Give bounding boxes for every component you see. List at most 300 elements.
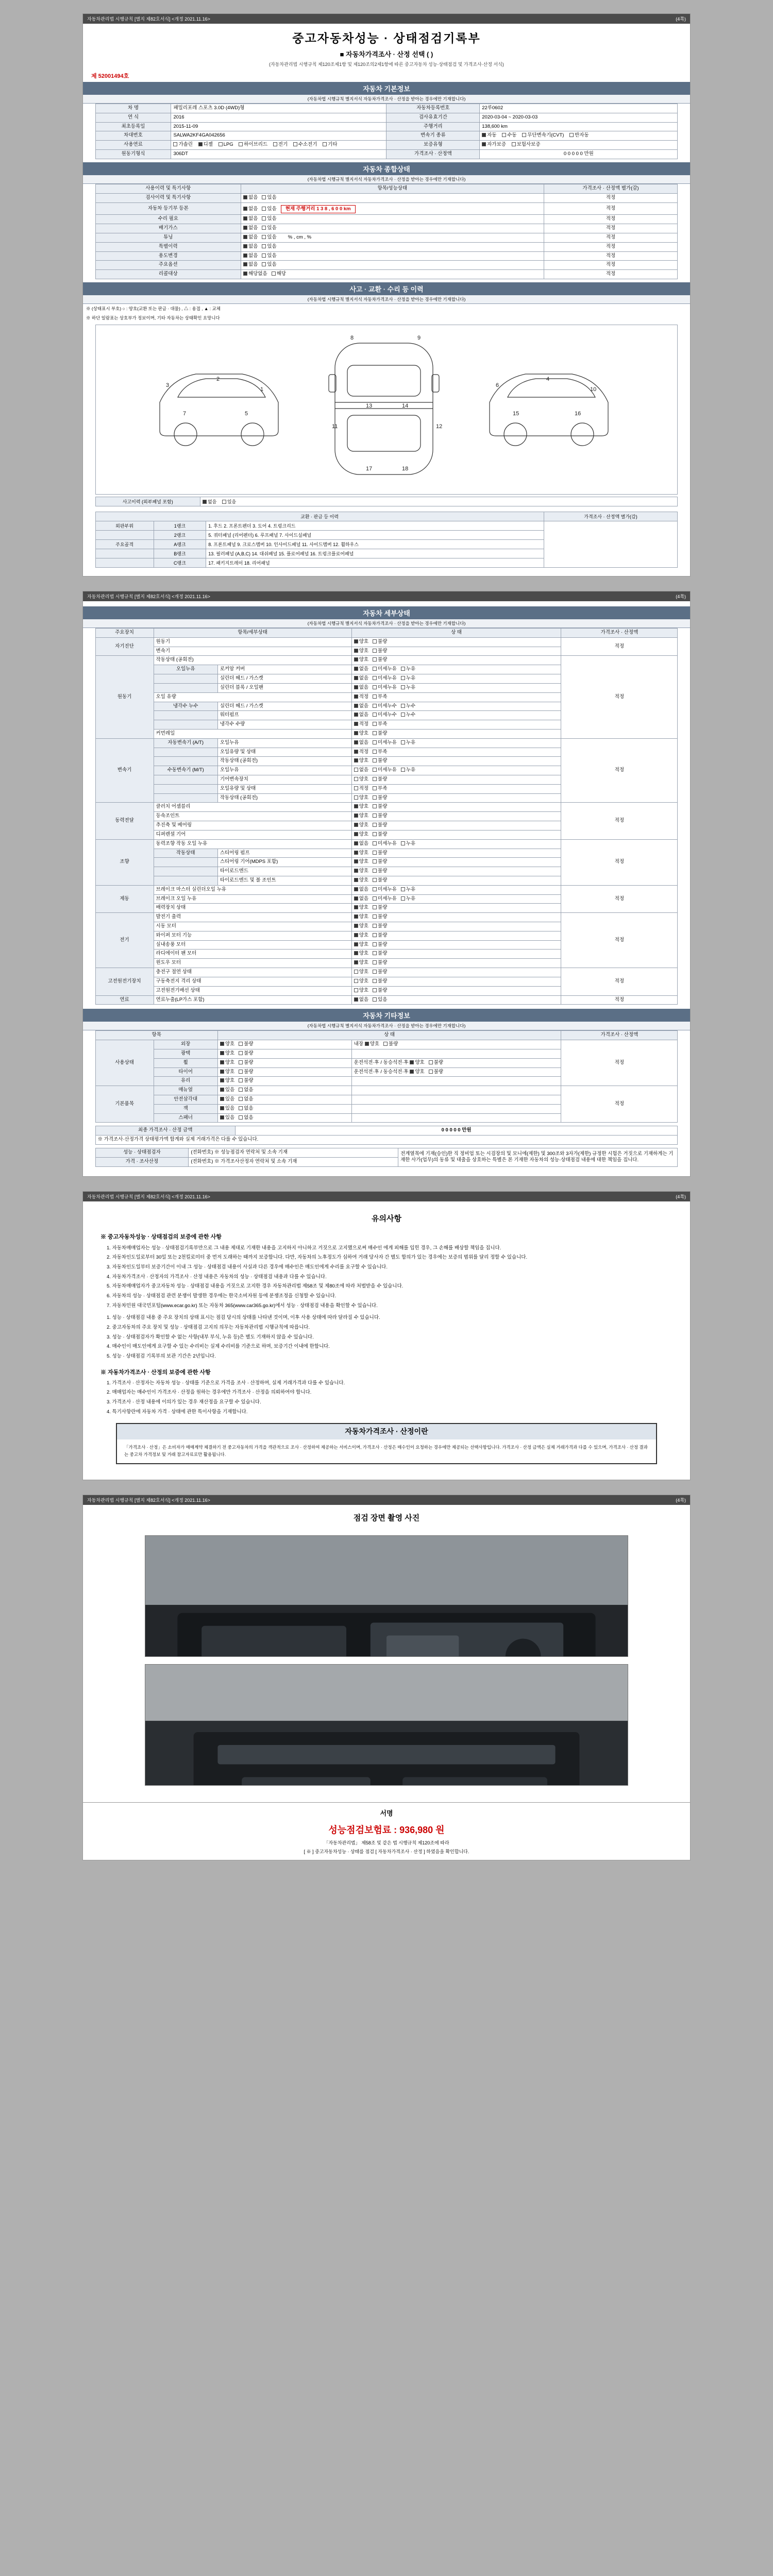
dev-2-1-option-1[interactable]: 부족 xyxy=(373,749,387,756)
dev-2-5-option-1[interactable]: 부족 xyxy=(373,786,387,792)
device-group-adjust: 적정 xyxy=(561,637,678,656)
dev-3-3-option-1[interactable]: 불량 xyxy=(373,832,387,838)
dev-5-0-option-2[interactable]: 누유 xyxy=(401,887,415,893)
table-row xyxy=(95,1126,678,1136)
oth-0-4-option-1[interactable]: 불량 xyxy=(239,1078,253,1084)
oth-0-3-option-0[interactable]: 양호 xyxy=(220,1069,234,1076)
overall-1-option-1[interactable]: 있음 xyxy=(262,206,276,213)
warranty-option-self[interactable]: 자가보증 xyxy=(482,142,506,148)
device-item-label: 추진축 및 베어링 xyxy=(154,821,351,831)
overall-8-option-1[interactable]: 해당 xyxy=(272,271,286,278)
notice-a-item: 6. 자동차의 성능 · 상태점검 관련 분쟁이 발생한 경우에는 한국소비자원 등에 분쟁조정을 신청할 수 있습니다. xyxy=(107,1293,337,1299)
form-code: 자동차관리법 시행규칙 [별지 제82호서식] <개정 2021.11.16> xyxy=(87,16,210,22)
col-header-price-adjust: 가격조사 · 산정액 xyxy=(561,629,678,638)
oth2-0-0-option-1[interactable]: 불량 xyxy=(383,1041,398,1048)
fuel-option-hydrogen[interactable]: 수소전기 xyxy=(293,142,317,148)
other-item-detail xyxy=(351,1095,561,1105)
oth-0-3-option-1[interactable]: 불량 xyxy=(239,1069,253,1076)
oth-1-2-option-0[interactable]: 있음 xyxy=(220,1106,234,1112)
device-item-label: 오일유량 및 상태 xyxy=(217,748,351,757)
device-item-label: 클러치 어셈블리 xyxy=(154,803,351,812)
oth2-0-0-option-0[interactable]: 양호 xyxy=(365,1041,379,1048)
oth-0-0-option-0[interactable]: 양호 xyxy=(220,1041,234,1048)
inspection-photo-engine-bay[interactable] xyxy=(145,1535,628,1657)
device-item-state xyxy=(351,830,561,839)
dev-1-5-option-2[interactable]: 누수 xyxy=(401,703,415,710)
device-group-name: 고전원전기장치 xyxy=(95,968,154,995)
oth-1-3-option-0[interactable]: 있음 xyxy=(220,1115,234,1122)
dev-7-0-option-1[interactable]: 불량 xyxy=(373,969,387,976)
table-row xyxy=(95,521,678,531)
col-header-other-state: 상 태 xyxy=(217,1031,561,1040)
transmission-option-cvt[interactable]: 무단변속기(CVT) xyxy=(522,132,564,139)
oth-0-1-option-0[interactable]: 양호 xyxy=(220,1050,234,1057)
table-row xyxy=(95,261,678,270)
dev-3-0-option-0[interactable]: 양호 xyxy=(354,804,368,810)
transmission-option-manual[interactable]: 수동 xyxy=(502,132,516,139)
device-item-label: 변속기 xyxy=(154,647,351,656)
overall-item-label: 주요옵션 xyxy=(95,261,241,270)
device-group-adjust: 적정 xyxy=(561,995,678,1005)
overall-item-options xyxy=(241,215,544,224)
section-basic-info-note: (자동차법 시행규칙 별지서식 자동차가격조사 · 산정을 받아는 경우에만 기재합니다) xyxy=(83,95,690,104)
dev-1-8-option-1[interactable]: 불량 xyxy=(373,731,387,737)
table-row xyxy=(95,104,678,113)
device-item-state xyxy=(351,637,561,647)
field-label-vin: 차대번호 xyxy=(95,131,171,141)
overall-item-adjust: 적정 xyxy=(544,224,678,233)
field-value-fuel xyxy=(171,141,386,150)
dev-6-3-option-1[interactable]: 불량 xyxy=(373,942,387,948)
title-block xyxy=(83,24,690,70)
device-item-state xyxy=(351,885,561,894)
field-label-appraisal: 가격조사 · 산정액 xyxy=(386,150,480,159)
dev-3-1-option-1[interactable]: 불량 xyxy=(373,813,387,820)
oth-1-2-option-1[interactable]: 없음 xyxy=(239,1106,253,1112)
dev-8-0-option-0[interactable]: 없음 xyxy=(354,997,368,1004)
parts-items: 13. 필러패널 (A,B,C) 14. 대쉬패널 15. 플로어패널 16. 트렁크플로어패널 xyxy=(206,549,544,558)
oth-1-0-option-0[interactable]: 있음 xyxy=(220,1087,234,1094)
device-sub-label xyxy=(154,757,217,766)
accident-option-yes[interactable]: 있음 xyxy=(222,498,236,505)
dev-1-2-option-0[interactable]: 없음 xyxy=(354,675,368,682)
dev-6-0-option-0[interactable]: 양호 xyxy=(354,914,368,921)
device-item-state xyxy=(351,904,561,913)
other-group-adjust: 적정 xyxy=(561,1086,678,1123)
device-item-label: 구동축전지 격리 상태 xyxy=(154,977,351,986)
basic-info-table xyxy=(95,104,678,159)
dev-7-0-option-0[interactable]: 양호 xyxy=(354,969,368,976)
page3-form-code: 자동차관리법 시행규칙 [별지 제82호서식] <개정 2021.11.16> xyxy=(87,1194,210,1199)
field-label-year: 연 식 xyxy=(95,113,171,122)
dev-6-5-option-1[interactable]: 불량 xyxy=(373,960,387,967)
table-row xyxy=(95,1086,678,1095)
overall-item-adjust: 적정 xyxy=(544,215,678,224)
dev-2-3-option-0[interactable]: 없음 xyxy=(354,767,368,774)
dev-4-0-option-2[interactable]: 누유 xyxy=(401,841,415,848)
device-item-state xyxy=(351,803,561,812)
other-item-state xyxy=(217,1067,351,1077)
parts-title: 교환 · 판금 등 이력 xyxy=(95,512,544,521)
overall-3-option-1[interactable]: 있음 xyxy=(262,225,276,232)
form-header-strip xyxy=(83,14,690,24)
fuel-option-electric[interactable]: 전기 xyxy=(273,142,288,148)
notice-c-item: 3. 가격조사 · 산정 내용에 이의가 있는 경우 재산정을 요구할 수 있습니다. xyxy=(107,1399,261,1405)
dev-7-2-option-0[interactable]: 양호 xyxy=(354,988,368,994)
overall-item-adjust: 적정 xyxy=(544,193,678,202)
overall-7-option-1[interactable]: 있음 xyxy=(262,262,276,268)
appraisal-definition-title: 자동차가격조사 · 산정이란 xyxy=(117,1424,656,1439)
overall-item-adjust: 적정 xyxy=(544,242,678,251)
oth2-0-2-option-1[interactable]: 불량 xyxy=(429,1060,443,1066)
device-item-label: 스티어링 펌프 xyxy=(217,849,351,858)
overall-item-label: 리콜대상 xyxy=(95,270,241,279)
device-item-label: 동력조향 작동 오일 누유 xyxy=(154,839,351,849)
dev-4-4-option-1[interactable]: 불량 xyxy=(373,877,387,884)
notice-a-item: 4. 자동차가격조사 · 산정자의 가격조사 · 산정 내용은 자동차의 성능 · 상태점검 내용과 다를 수 있습니다. xyxy=(107,1274,327,1280)
signer-label-inspector: 성능 · 상태점검자 xyxy=(95,1148,189,1158)
dev-1-4-option-1[interactable]: 부족 xyxy=(373,694,387,701)
page2-form-code: 자동차관리법 시행규칙 [별지 제82호서식] <개정 2021.11.16> xyxy=(87,594,210,599)
field-value-car-name: 패밀리포레 스포츠 3.0D (4WD)형 xyxy=(171,104,386,113)
table-row xyxy=(95,968,678,977)
device-item-label: 실린더 헤드 / 가스켓 xyxy=(217,702,351,711)
other-item-state xyxy=(217,1095,351,1105)
signature-table xyxy=(95,1148,678,1167)
notice-a-item: 3. 자동차인도일부터 보증기간이 이내 그 성능 · 상태점검 내용이 사실과 다른 경우에 매수인은 매도인에게 수리를 요구할 수 있습니다. xyxy=(107,1264,388,1270)
device-item-state xyxy=(351,729,561,738)
dev-1-0-option-1[interactable]: 불량 xyxy=(373,657,387,664)
total-price-table xyxy=(95,1126,678,1145)
device-item-label: 작동상태 (공회전) xyxy=(217,757,351,766)
dev-4-3-option-0[interactable]: 양호 xyxy=(354,868,368,875)
dev-4-1-option-1[interactable]: 불량 xyxy=(373,850,387,857)
device-item-state xyxy=(351,656,561,665)
dev-2-0-option-0[interactable]: 없음 xyxy=(354,740,368,747)
notice-b-item: 5. 성능 · 상태점검 기록부의 보관 기간은 2년입니다. xyxy=(107,1353,216,1359)
other-item-state xyxy=(217,1077,351,1086)
vehicle-damage-diagram[interactable] xyxy=(95,325,678,495)
dev-4-2-option-1[interactable]: 불량 xyxy=(373,859,387,866)
notice-c-item: 4. 특기사항란에 자동차 가격 · 상태에 관한 특이사항을 기재합니다. xyxy=(107,1409,248,1415)
parts-items: 17. 패키지트레이 18. 리어패널 xyxy=(206,558,544,568)
fuel-option-hybrid[interactable]: 하이브리드 xyxy=(239,142,267,148)
dev-5-1-option-0[interactable]: 없음 xyxy=(354,896,368,903)
other-item-detail xyxy=(351,1113,561,1123)
oth-1-3-option-1[interactable]: 없음 xyxy=(239,1115,253,1122)
overall-2-option-1[interactable]: 있음 xyxy=(262,216,276,223)
device-sub-label: 수동변속기 (M/T) xyxy=(154,766,217,775)
dev-5-2-option-1[interactable]: 불량 xyxy=(373,905,387,911)
device-item-state xyxy=(351,720,561,730)
other-item-label: 잭 xyxy=(154,1104,217,1113)
parts-rank: A랭크 xyxy=(154,540,206,549)
overall-5-option-0[interactable]: 없음 xyxy=(243,244,258,250)
accident-option-none[interactable]: 없음 xyxy=(203,498,216,505)
footnote-line-2: [ ※ ] 중고자동차성능 · 상태를 점검 [ 자동차가격조사 · 산정 ] 하였음을 확인합니다. xyxy=(304,1849,469,1854)
oth2-0-3-option-0[interactable]: 양호 xyxy=(410,1069,424,1076)
field-label-car-name: 차 명 xyxy=(95,104,171,113)
fuel-option-lpg[interactable]: LPG xyxy=(219,142,233,148)
page-indicator-1: (4쪽) xyxy=(676,16,686,22)
device-item-state xyxy=(351,876,561,885)
dev-1-2-option-1[interactable]: 미세누유 xyxy=(373,675,397,682)
dev-0-0-option-0[interactable]: 양호 xyxy=(354,639,368,646)
oth-0-1-option-1[interactable]: 불량 xyxy=(239,1050,253,1057)
field-label-transmission: 변속기 종류 xyxy=(386,131,480,141)
overall-0-option-0[interactable]: 없음 xyxy=(243,195,258,201)
dev-1-8-option-0[interactable]: 양호 xyxy=(354,731,368,737)
dev-1-7-option-0[interactable]: 적정 xyxy=(354,721,368,728)
warranty-option-insurer[interactable]: 보험사보증 xyxy=(512,142,541,148)
overall-6-option-1[interactable]: 있음 xyxy=(262,253,276,260)
overall-8-option-0[interactable]: 해당없음 xyxy=(243,271,267,278)
dev-5-0-option-1[interactable]: 미세누유 xyxy=(373,887,397,893)
fuel-option-diesel[interactable]: 디젤 xyxy=(198,142,213,148)
dev-1-1-option-2[interactable]: 누유 xyxy=(401,666,415,673)
dev-2-6-option-0[interactable]: 양호 xyxy=(354,795,368,802)
other-item-detail xyxy=(351,1077,561,1086)
dev-6-5-option-0[interactable]: 양호 xyxy=(354,960,368,967)
parts-rank: 1랭크 xyxy=(154,521,206,531)
total-label: 최종 가격조사 · 산정 금액 xyxy=(95,1126,235,1136)
dev-1-2-option-2[interactable]: 누유 xyxy=(401,675,415,682)
col-header-state: 상 태 xyxy=(351,629,561,638)
signer-value-inspector: (전화번호) ※ 성능점검자 연락처 및 소속 기재 xyxy=(189,1148,398,1158)
other-item-state xyxy=(217,1058,351,1067)
dev-1-1-option-0[interactable]: 없음 xyxy=(354,666,368,673)
section-detail-state-note: (자동차법 시행규칙 별지서식 자동차가격조사 · 산정을 받아는 경우에만 기재합니다) xyxy=(83,619,690,628)
dev-2-4-option-0[interactable]: 양호 xyxy=(354,776,368,783)
appraisal-definition-box xyxy=(116,1423,657,1464)
page-indicator-3: (4쪽) xyxy=(676,1194,686,1199)
svg-text:14: 14 xyxy=(402,403,409,409)
dev-1-7-option-1[interactable]: 부족 xyxy=(373,721,387,728)
oth2-0-2-option-0[interactable]: 양호 xyxy=(410,1060,424,1066)
overall-2-option-0[interactable]: 없음 xyxy=(243,216,258,223)
dev-1-1-option-1[interactable]: 미세누유 xyxy=(373,666,397,673)
oth-0-4-option-0[interactable]: 양호 xyxy=(220,1078,234,1084)
col-header-content: 항목/성능상태 xyxy=(241,184,544,193)
dev-1-5-option-1[interactable]: 미세누수 xyxy=(373,703,397,710)
table-row xyxy=(95,215,678,224)
dev-0-0-option-1[interactable]: 불량 xyxy=(373,639,387,646)
dev-6-0-option-1[interactable]: 불량 xyxy=(373,914,387,921)
dev-3-2-option-1[interactable]: 불량 xyxy=(373,822,387,829)
overall-0-option-1[interactable]: 있음 xyxy=(262,195,276,201)
section-overall-state-header: 자동차 종합상태 xyxy=(83,162,690,175)
device-item-state xyxy=(351,931,561,940)
dev-7-1-option-1[interactable]: 불량 xyxy=(373,978,387,985)
parts-rank-table xyxy=(95,512,678,568)
field-value-inspection-period: 2020-03-04 ~ 2020-03-03 xyxy=(480,113,678,122)
dev-5-2-option-0[interactable]: 양호 xyxy=(354,905,368,911)
table-header-row xyxy=(95,1031,678,1040)
table-row xyxy=(95,1148,678,1158)
dev-1-5-option-0[interactable]: 없음 xyxy=(354,703,368,710)
dev-1-0-option-0[interactable]: 양호 xyxy=(354,657,368,664)
dev-1-6-option-1[interactable]: 미세누수 xyxy=(373,712,397,719)
dev-4-3-option-1[interactable]: 불량 xyxy=(373,868,387,875)
dev-6-3-option-0[interactable]: 양호 xyxy=(354,942,368,948)
overall-4-option-1[interactable]: 있음 xyxy=(262,234,276,241)
notice-b-item: 1. 성능 · 상태점검 내용 중 주요 장치의 상태 표시는 점검 당시의 상태를 나타낸 것이며, 이후 사용 상태에 따라 달라질 수 있습니다. xyxy=(107,1315,380,1321)
device-item-label: 오일누유 xyxy=(217,738,351,748)
dev-4-0-option-0[interactable]: 없음 xyxy=(354,841,368,848)
dev-5-1-option-1[interactable]: 미세누유 xyxy=(373,896,397,903)
overall-item-options xyxy=(241,224,544,233)
dev-2-2-option-1[interactable]: 불량 xyxy=(373,758,387,765)
notice-b-item: 3. 성능 · 상태점검자가 확인할 수 없는 사항(내부 부식, 누유 등)은 별도 기재하지 않을 수 있습니다. xyxy=(107,1334,314,1340)
oth-1-0-option-1[interactable]: 없음 xyxy=(239,1087,253,1094)
parts-items: 5. 쿼터패널 (리어펜더) 6. 루프패널 7. 사이드실패널 xyxy=(206,531,544,540)
dev-3-3-option-0[interactable]: 양호 xyxy=(354,832,368,838)
dev-2-0-option-1[interactable]: 미세누유 xyxy=(373,740,397,747)
device-item-label: 실린더 블록 / 오일팬 xyxy=(217,683,351,692)
overall-item-options: 없음 있음 현재 주행거리 1 3 8 , 6 0 0 km xyxy=(241,202,544,215)
dev-7-1-option-0[interactable]: 양호 xyxy=(354,978,368,985)
table-row xyxy=(95,995,678,1005)
device-item-state xyxy=(351,977,561,986)
dev-4-4-option-0[interactable]: 양호 xyxy=(354,877,368,884)
appraisal-definition-text: 「가격조사 · 산정」은 소비자가 매매계약 체결하기 전 중고자동차의 가격을 객관적으로 조사 · 산정하여 제공하는 서비스이며, 가격조사 · 산정은 매수인이 요청하는 경우에만 제공되는 선택사항입니다. 가격조사 · 산정 금액은 실제 거래가격과 다를 수 있으며, 가격조사 · 산정 결과는 중고차 가격정보 및 거래 참고자료로만 활용됩니다. xyxy=(124,1444,648,1457)
document-number: 제 52001494호 xyxy=(91,73,129,79)
notice-a-item: 5. 자동차매매업자가 중고자동차 성능 · 상태점검 내용을 거짓으로 고지한 경우 자동차관리법 제58조 및 제80조에 따라 처벌받을 수 있습니다. xyxy=(107,1283,404,1290)
oth-1-1-option-1[interactable]: 없음 xyxy=(239,1096,253,1103)
dev-1-6-option-2[interactable]: 누수 xyxy=(401,712,415,719)
other-item-label: 유리 xyxy=(154,1077,217,1086)
device-item-state xyxy=(351,922,561,931)
col-header-adjust: 가격조사 · 산정액 별가(감) xyxy=(544,184,678,193)
other-item-label: 외장 xyxy=(154,1040,217,1049)
dev-4-1-option-0[interactable]: 양호 xyxy=(354,850,368,857)
dev-1-6-option-0[interactable]: 없음 xyxy=(354,712,368,719)
device-item-state xyxy=(351,674,561,684)
table-row xyxy=(95,242,678,251)
dev-1-4-option-0[interactable]: 적정 xyxy=(354,694,368,701)
dev-8-0-option-1[interactable]: 있음 xyxy=(373,997,387,1004)
accident-row-options xyxy=(200,497,678,506)
fuel-option-other[interactable]: 기타 xyxy=(323,142,337,148)
dev-6-2-option-0[interactable]: 양호 xyxy=(354,933,368,939)
other-item-label: 타이어 xyxy=(154,1067,217,1077)
transmission-option-auto[interactable]: 자동 xyxy=(482,132,496,139)
overall-6-option-0[interactable]: 없음 xyxy=(243,253,258,260)
other-group-name: 사용상태 xyxy=(95,1040,154,1086)
table-row xyxy=(95,803,678,812)
overall-5-option-1[interactable]: 있음 xyxy=(262,244,276,250)
parts-category xyxy=(95,549,154,558)
device-group-adjust: 적정 xyxy=(561,656,678,738)
dev-2-1-option-0[interactable]: 적정 xyxy=(354,749,368,756)
oth2-0-3-option-1[interactable]: 불량 xyxy=(429,1069,443,1076)
dev-3-0-option-1[interactable]: 불량 xyxy=(373,804,387,810)
device-group-adjust: 적정 xyxy=(561,839,678,885)
overall-7-option-0[interactable]: 없음 xyxy=(243,262,258,268)
oth-0-2-option-1[interactable]: 불량 xyxy=(239,1060,253,1066)
field-value-first-reg: 2015-11-09 xyxy=(171,122,386,131)
device-sub-label xyxy=(154,793,217,803)
dev-1-3-option-0[interactable]: 없음 xyxy=(354,685,368,691)
dev-0-1-option-0[interactable]: 양호 xyxy=(354,648,368,655)
dev-2-5-option-0[interactable]: 적정 xyxy=(354,786,368,792)
table-row xyxy=(95,839,678,849)
table-row xyxy=(95,224,678,233)
dev-2-3-option-1[interactable]: 미세누유 xyxy=(373,767,397,774)
svg-text:4: 4 xyxy=(546,376,550,382)
device-item-label: 등속조인트 xyxy=(154,812,351,821)
field-value-warranty xyxy=(480,141,678,150)
dev-6-1-option-0[interactable]: 양호 xyxy=(354,923,368,930)
dev-0-1-option-1[interactable]: 불량 xyxy=(373,648,387,655)
overall-4-option-0[interactable]: 없음 xyxy=(243,234,258,241)
overall-item-adjust: 적정 xyxy=(544,251,678,261)
dev-3-1-option-0[interactable]: 양호 xyxy=(354,813,368,820)
device-item-label: 기어변속장치 xyxy=(217,775,351,785)
dev-5-1-option-2[interactable]: 누유 xyxy=(401,896,415,903)
svg-text:2: 2 xyxy=(216,376,220,382)
dev-2-6-option-1[interactable]: 불량 xyxy=(373,795,387,802)
oth-0-0-option-1[interactable]: 불량 xyxy=(239,1041,253,1048)
transmission-option-semi[interactable]: 반자동 xyxy=(569,132,589,139)
overall-1-option-0[interactable]: 없음 xyxy=(243,206,258,213)
dev-7-2-option-1[interactable]: 불량 xyxy=(373,988,387,994)
page4-header-strip xyxy=(83,1495,690,1505)
device-item-state xyxy=(351,711,561,720)
dev-6-4-option-1[interactable]: 불량 xyxy=(373,951,387,957)
field-label-plate: 자동차등록번호 xyxy=(386,104,480,113)
dev-2-0-option-2[interactable]: 누유 xyxy=(401,740,415,747)
device-item-state xyxy=(351,757,561,766)
dev-2-4-option-1[interactable]: 불량 xyxy=(373,776,387,783)
svg-text:16: 16 xyxy=(575,411,581,417)
dev-6-2-option-1[interactable]: 불량 xyxy=(373,933,387,939)
other-item-state xyxy=(217,1113,351,1123)
dev-6-4-option-0[interactable]: 양호 xyxy=(354,951,368,957)
device-item-state xyxy=(351,839,561,849)
dev-5-0-option-0[interactable]: 없음 xyxy=(354,887,368,893)
device-sub-label: 오일누유 xyxy=(154,665,217,674)
dev-6-1-option-1[interactable]: 불량 xyxy=(373,923,387,930)
device-sub-label xyxy=(154,876,217,885)
field-label-warranty: 보증유형 xyxy=(386,141,480,150)
dev-3-2-option-0[interactable]: 양호 xyxy=(354,822,368,829)
inspection-photo-undercarriage[interactable] xyxy=(145,1664,628,1786)
svg-text:18: 18 xyxy=(402,466,409,472)
overall-state-table xyxy=(95,184,678,279)
dev-2-3-option-2[interactable]: 누유 xyxy=(401,767,415,774)
device-item-state xyxy=(351,959,561,968)
dev-4-2-option-0[interactable]: 양호 xyxy=(354,859,368,866)
section-accident-note: (자동차법 시행규칙 별지서식 자동차가격조사 · 산정을 받아는 경우에만 기재합니다) xyxy=(83,295,690,304)
overall-3-option-0[interactable]: 없음 xyxy=(243,225,258,232)
dev-4-0-option-1[interactable]: 미세누유 xyxy=(373,841,397,848)
oth-1-1-option-0[interactable]: 있음 xyxy=(220,1096,234,1103)
fuel-option-gasoline[interactable]: 가솔린 xyxy=(173,142,193,148)
dev-1-3-option-1[interactable]: 미세누유 xyxy=(373,685,397,691)
device-item-state xyxy=(351,913,561,922)
notice-heading: 유의사항 xyxy=(372,1214,401,1223)
dev-2-2-option-0[interactable]: 양호 xyxy=(354,758,368,765)
device-item-state xyxy=(351,702,561,711)
dev-1-3-option-2[interactable]: 누유 xyxy=(401,685,415,691)
device-item-state xyxy=(351,692,561,702)
svg-text:11: 11 xyxy=(332,423,338,430)
device-item-state xyxy=(351,849,561,858)
parts-items: 1. 후드 2. 프론트펜더 3. 도어 4. 트렁크리드 xyxy=(206,521,544,531)
oth-0-2-option-0[interactable]: 양호 xyxy=(220,1060,234,1066)
page-indicator-2: (4쪽) xyxy=(676,594,686,599)
